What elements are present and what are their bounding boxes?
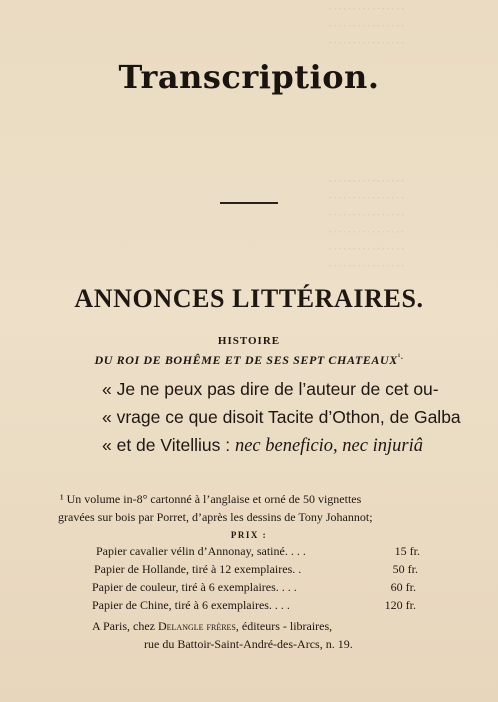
page-title: Transcription.: [118, 58, 380, 96]
footnote-line-2: gravées sur bois par Porret, d’après les dessins de Tony Johannot;: [58, 510, 373, 524]
price-value: 50 fr.: [392, 562, 418, 576]
price-row: [92, 598, 416, 613]
footnote-line-1: ¹ Un volume in-8° cartonné à l’anglaise et orné de 50 vignettes: [60, 492, 362, 506]
price-value: 60 fr.: [390, 580, 416, 594]
bleed-through-text-middle: ················ ················ ················ ················ ················ ················: [328, 173, 406, 273]
quote-latin-phrase: nec beneficio, nec injuriâ: [234, 436, 423, 456]
price-row: [96, 544, 420, 559]
price-row: [92, 580, 416, 595]
price-value: 120 fr.: [384, 598, 416, 612]
footnote-mark: ¹.: [397, 352, 404, 361]
price-row: [94, 562, 418, 577]
price-value: 15 fr.: [394, 544, 420, 558]
subheading-histoire: HISTOIRE: [217, 335, 281, 347]
quote-line-3: [102, 435, 472, 457]
address-prefix: A Paris, chez: [92, 619, 158, 633]
address-suffix: , éditeurs - libraires,: [235, 619, 333, 633]
price-label: Papier de Chine, tiré à 6 exemplaires. . . .: [92, 598, 290, 612]
price-label: Papier de couleur, tiré à 6 exemplaires. . . .: [92, 580, 297, 594]
publisher-name: Delangle frères: [157, 619, 236, 633]
quote-line-3-plain: « et de Vitellius :: [102, 435, 235, 455]
book-title-text: DU ROI DE BOHÊME ET DE SES SEPT CHATEAUX: [94, 353, 398, 367]
prix-label: PRIX :: [230, 530, 268, 540]
separator-rule: [220, 202, 278, 204]
publisher-address-line-1: [92, 619, 332, 634]
quote-line-1: « Je ne peux pas dire de l’auteur de cet ou-: [102, 379, 439, 399]
quote-line-2: « vrage ce que disoit Tacite d’Othon, de Galba: [102, 407, 461, 427]
subheading-book-title: [0, 352, 498, 368]
price-label: Papier de Hollande, tiré à 12 exemplaires. .: [94, 562, 302, 576]
bleed-through-text-top: ················ ················ ················: [328, 1, 406, 50]
section-heading: ANNONCES LITTÉRAIRES.: [74, 284, 424, 313]
price-label: Papier cavalier vélin d’Annonay, satiné. . . .: [96, 544, 306, 558]
publisher-address-line-2: rue du Battoir-Saint-André-des-Arcs, n. 19.: [144, 637, 353, 651]
